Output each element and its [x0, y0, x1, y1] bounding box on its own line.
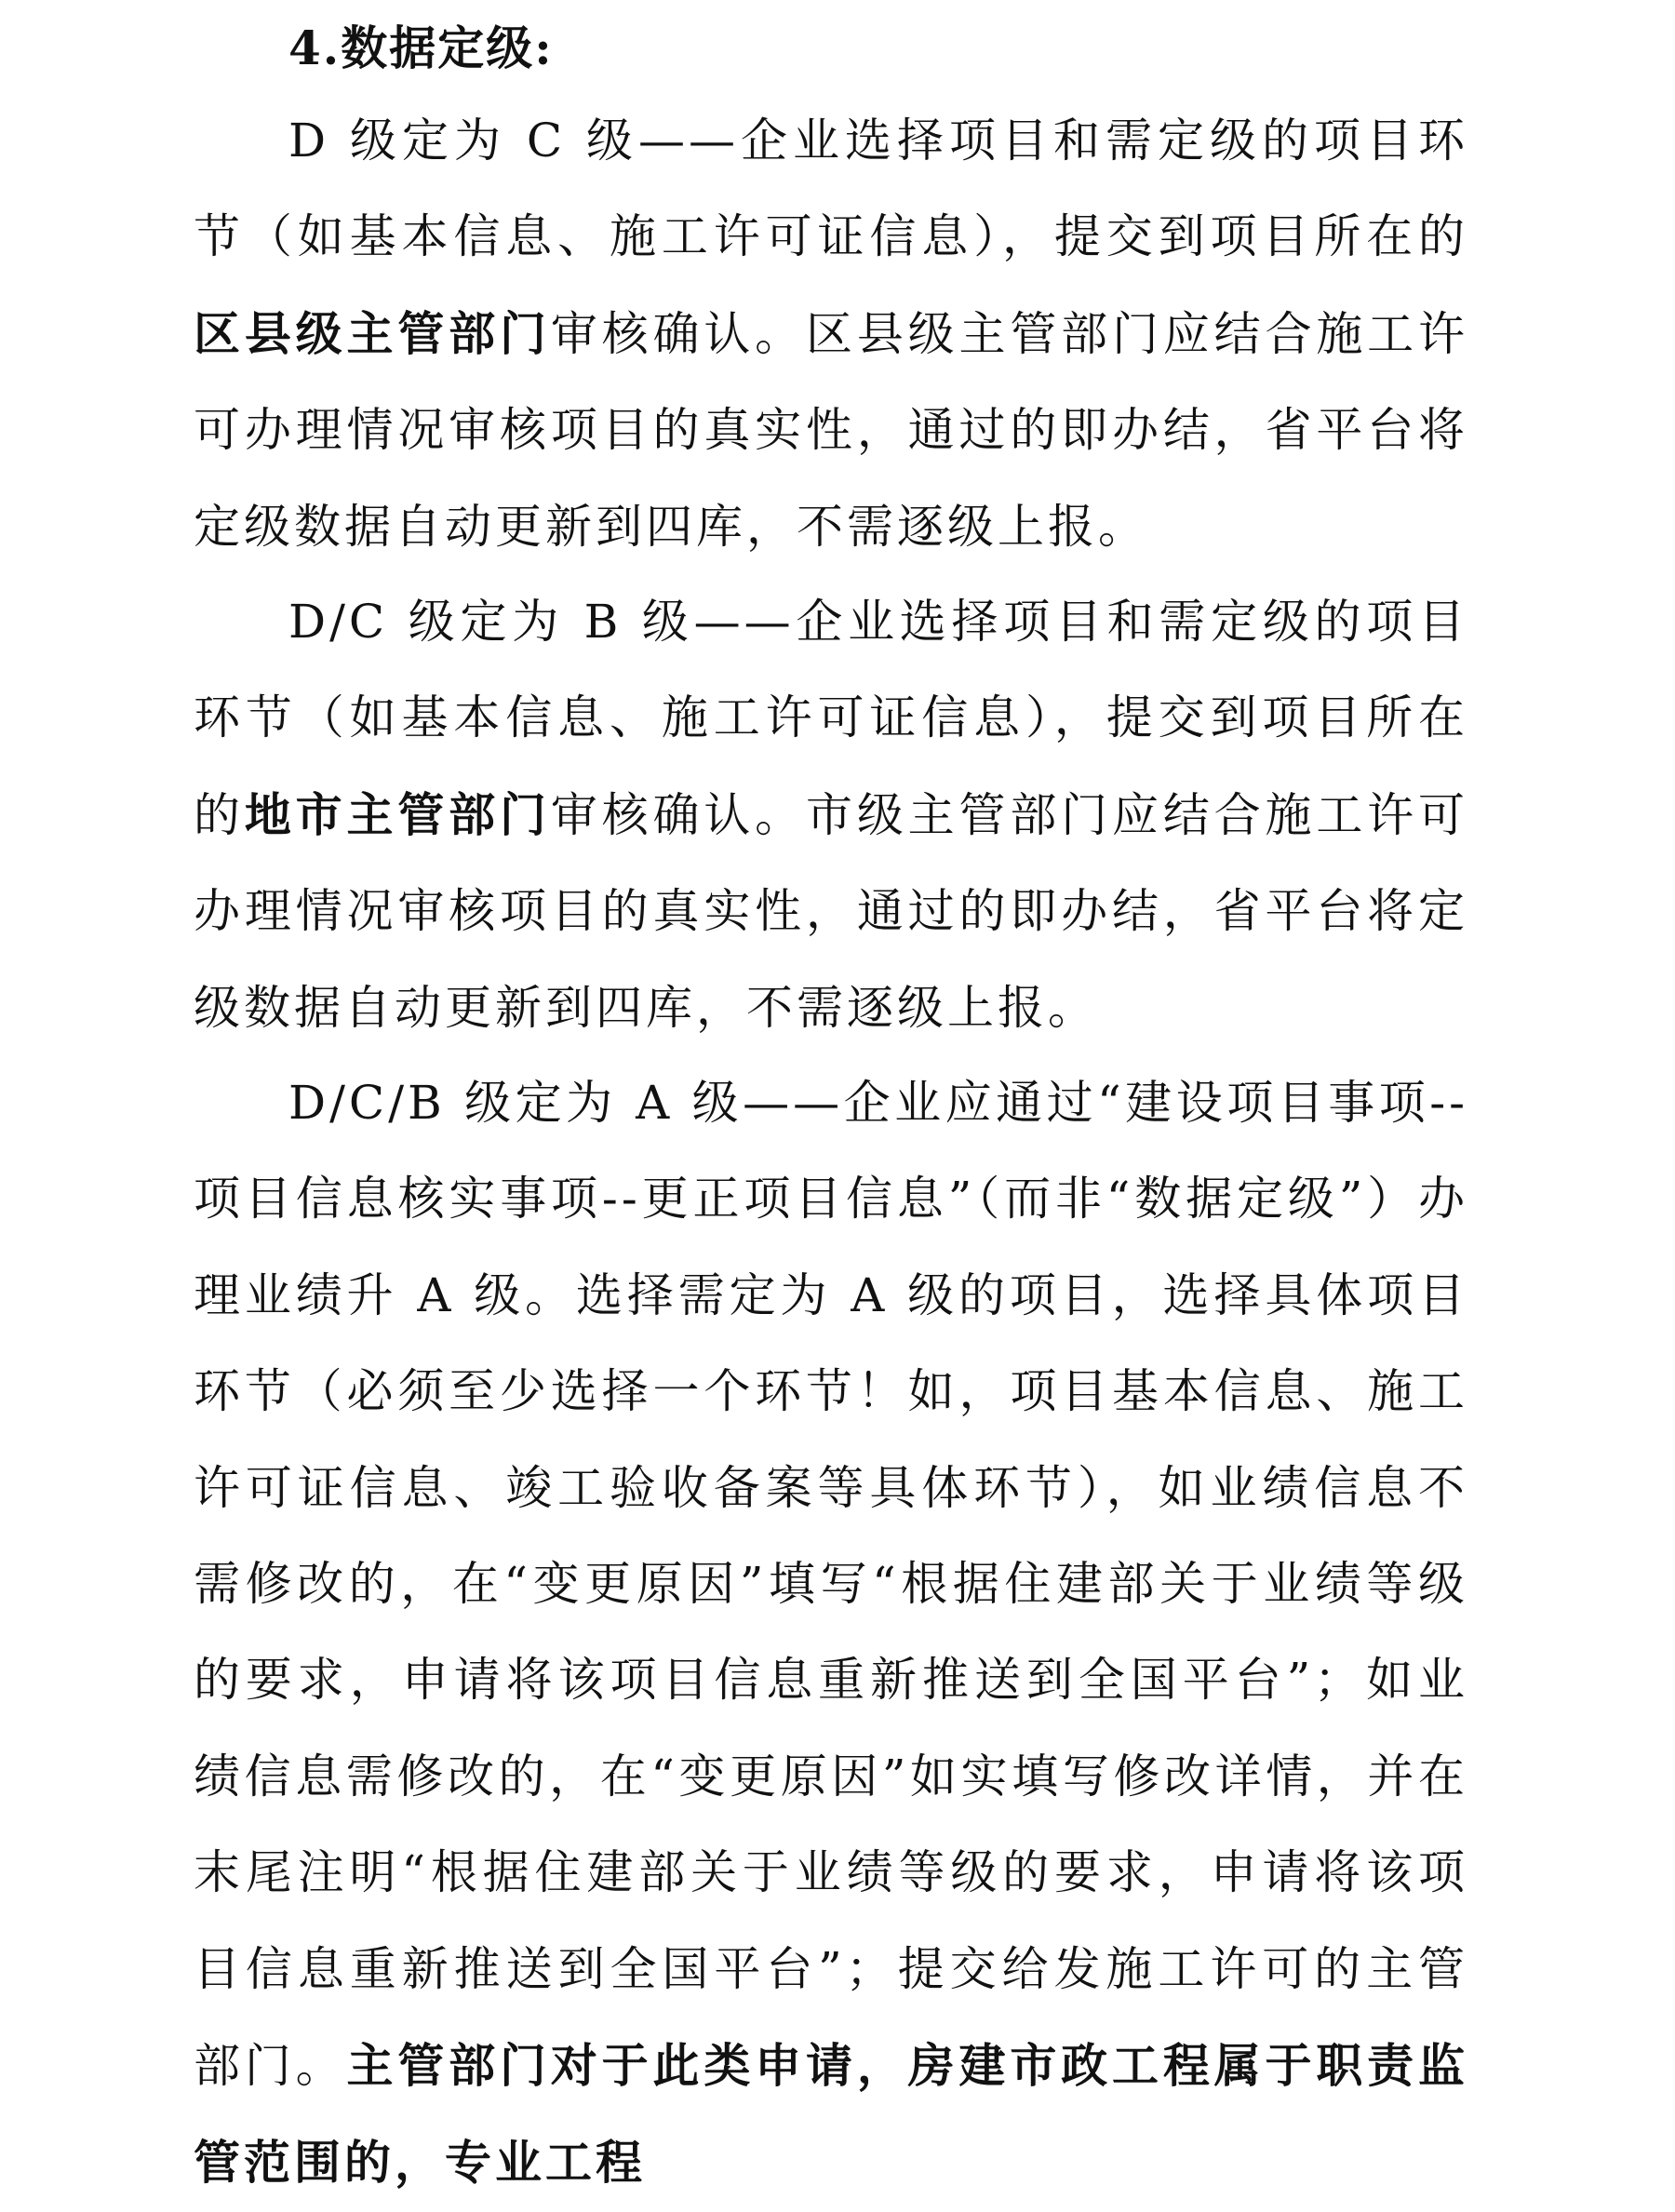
paragraph-text: 审核确认。市级主管部门应结合施工许可办理情况审核项目的真实性，通过的即办结，省平台将定级数据自动更新到四库，不需逐级上报。 — [194, 787, 1469, 1035]
paragraph-text: D/C/B 级定为 A 级——企业应通过“建设项目事项--项目信息核实事项--更正项目信息”（而非“数据定级”）办理业绩升 A 级。选择需定为 A 级的项目，选择具体项目环节（必须至少选择一个环节！如，项目基本信息、施工许可证信息、竣工验收备案等具体环节），如业绩信息不需修改的，在“变更原因”填写“根据住建部关于业绩等级的要求，申请将该项目信息重新推送到全国平台”；如业绩信息需修改的，在“变更原因”如实填写修改详情，并在末尾注明“根据住建部关于业绩等级的要求，申请将该项目信息重新推送到全国平台”；提交给发施工许可的主管部门。 — [194, 1076, 1468, 2094]
paragraph-grade-c — [194, 93, 1468, 575]
paragraph-grade-b — [194, 574, 1468, 1056]
paragraph-text: D 级定为 C 级——企业选择项目和需定级的项目环节（如基本信息、施工许可证信息），提交到项目所在的 — [194, 114, 1468, 264]
paragraph-text: D/C 级定为 B 级——企业选择项目和需定级的项目环节（如基本信息、施工许可证信息），提交到项目所在的 — [194, 595, 1468, 842]
emphasis-text: 区县级主管部门 — [194, 305, 551, 361]
paragraph-grade-a — [194, 1055, 1468, 2212]
emphasis-text: 地市主管部门 — [244, 786, 551, 842]
section-heading: 4.数据定级: — [288, 20, 554, 75]
emphasis-text: 主管部门对于此类申请，房建市政工程属于职责监管范围的，专业工程 — [194, 2038, 1468, 2191]
paragraph-text: 审核确认。区县级主管部门应结合施工许可办理情况审核项目的真实性，通过的即办结，省平台将定级数据自动更新到四库，不需逐级上报。 — [194, 306, 1469, 554]
